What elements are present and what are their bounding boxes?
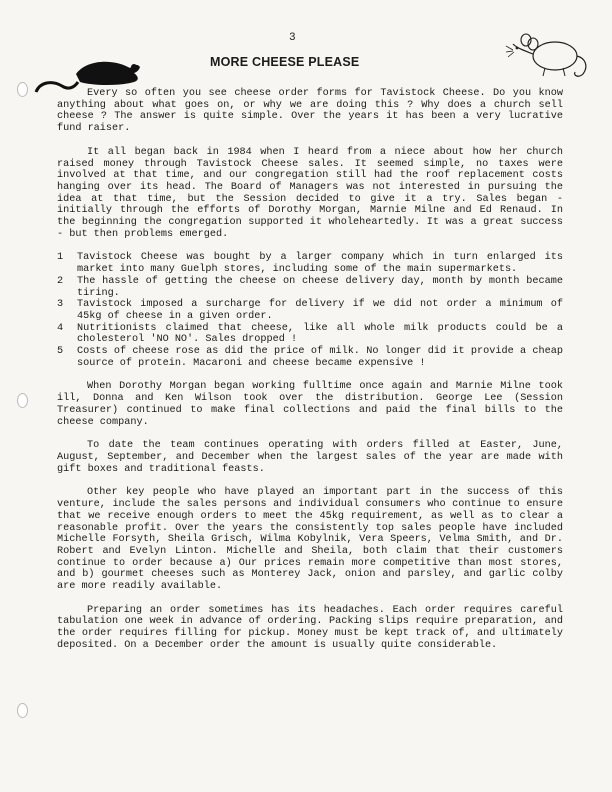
schedule-paragraph: To date the team continues operating with orders filled at Easter, June, August, September, and December when the largest sales of the year are made with gift boxes and traditional feasts. [57,440,563,475]
mouse-drawing-icon [505,30,591,82]
list-item-number: 4 [57,322,64,334]
list-item-number: 1 [57,252,64,264]
list-item [57,252,563,275]
intro-paragraph: Every so often you see cheese order forms for Tavistock Cheese. Do you know anything about what goes on, or why we are doing this ? Why does a church sell cheese ? The answer is quite simple. Over the years it has been a very lucrative fund raiser. [57,88,563,135]
list-item-number: 2 [57,275,64,287]
list-item-text: Tavistock Cheese was bought by a larger company which in turn enlarged its market into many Guelph stores, including some of the main supermarkets. [77,252,563,276]
punch-hole-bottom [17,703,28,718]
page-title: MORE CHEESE PLEASE [210,55,360,69]
ordering-paragraph: Preparing an order sometimes has its headaches. Each order requires careful tabulation one week in advance of ordering. Packing slips require preparation, and the order requires filling for pickup. Money must be kept track of, and ultimately deposited. On a December order the amount is usually quite considerable. [57,604,563,651]
punch-hole-top [17,82,28,97]
key-people-paragraph: Other key people who have played an important part in the success of this venture, include the sales persons and individual consumers who continue to ensure that we receive enough orders to meet the 45kg requirement, as well as to clear a reasonable profit. Over the years the consistently top sales people have included Michelle Forsyth, Sheila Grisch, Wilma Kobylnik, Vera Speers, Velma Smith, and Dr. Robert and Evelyn Linton. Michelle and Sheila, both claim that their customers continue to order because a) Our prices remain more competitive than most stores, and b) gourmet cheeses such as Monterey Jack, onion and parsley, and garlic colby are more readily available. [57,487,563,593]
article-body [57,88,563,664]
punch-hole-middle [17,393,28,408]
list-item-text: Costs of cheese rose as did the price of milk. No longer did it provide a cheap source of protein. Macaroni and cheese became expensive ! [77,346,563,369]
list-item [57,276,563,299]
list-item-text: Nutritionists claimed that cheese, like all whole milk products could be a cholesterol 'NO NO'. Sales dropped ! [77,322,563,346]
list-item [57,346,563,369]
page-number: 3 [289,32,296,44]
distribution-paragraph: When Dorothy Morgan began working fulltime once again and Marnie Milne took ill, Donna and Ken Wilson took over the distribution. George Lee (Session Treasurer) continued to make final collections and paid the final bills to the cheese company. [57,381,563,428]
list-item-text: The hassle of getting the cheese on cheese delivery day, month by month became tiring. [77,275,563,299]
list-item [57,299,563,322]
history-paragraph: It all began back in 1984 when I heard from a niece about how her church raised money through Tavistock Cheese sales. It seemed simple, no taxes were involved at that time, and our congregation still had the roof replacement costs hanging over its head. The Board of Managers was not interested in pursuing the idea at that time, but the Session decided to give it a try. Sales began - initially through the efforts of Dorothy Morgan, Marnie Milne and Ed Renaud. In the beginning the congregation supported it wholeheartedly. It was a great success - but then problems emerged. [57,146,563,240]
problems-list [57,252,563,369]
list-item-number: 3 [57,299,64,311]
list-item-number: 5 [57,346,64,358]
list-item [57,323,563,346]
list-item-text: Tavistock imposed a surcharge for delivery if we did not order a minimum of 45kg of cheese in a given order. [77,299,563,322]
